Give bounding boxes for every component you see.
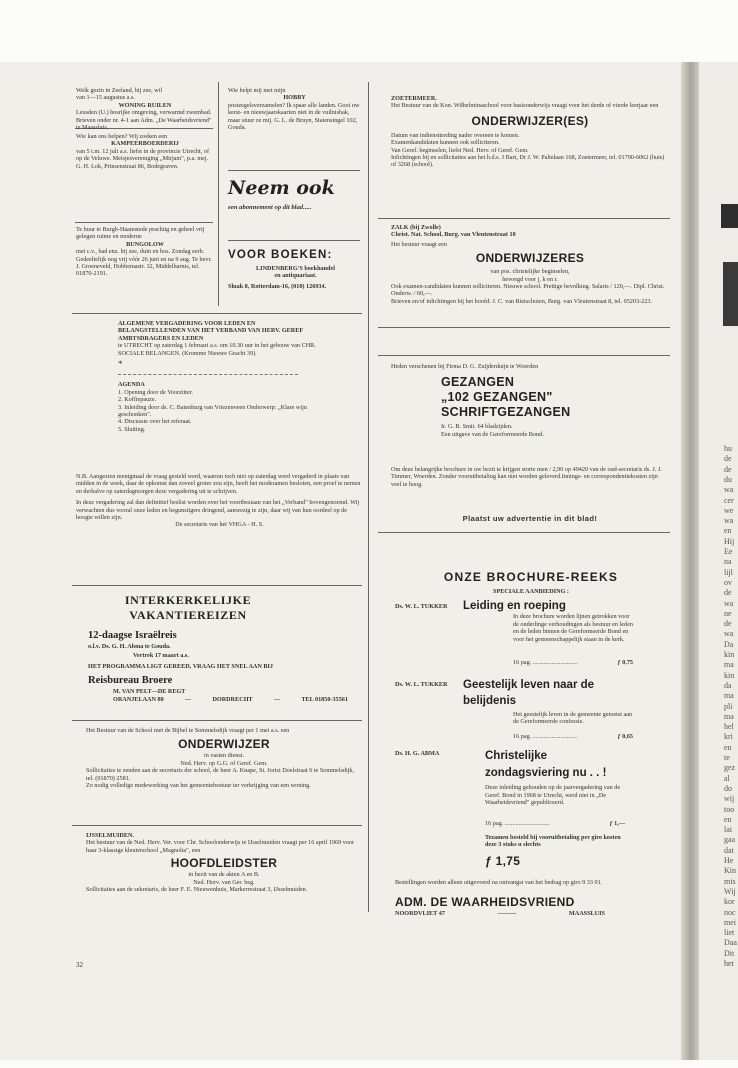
brochure-price-row xyxy=(485,820,625,827)
ad-text: Brieven en/of inlichtingen bij het hoofd: J. C. van Rietschoten, Burg. van Vleutenstraat 8, tel. 05203-223. xyxy=(391,297,652,305)
brochure-price: ƒ 0,75 xyxy=(617,659,633,667)
brochure-pages: 16 pag. ............................. xyxy=(513,659,578,667)
ad-text: Ned. Herv. op G.G. of Geref. Gem. xyxy=(180,759,268,767)
ad-heading: SCHRIFTGEZANGEN xyxy=(441,405,571,420)
brochure-together: Tezamen besteld bij vooruitbetaling per giro kosten deze 3 stuks u slechts xyxy=(485,833,621,849)
travel-depart: Vertrek 17 maart a.s. xyxy=(133,652,189,660)
next-page-fragment: hu xyxy=(724,444,732,453)
brochure-heading: ONZE BROCHURE-REEKS xyxy=(443,570,619,584)
ad-hobby xyxy=(228,87,361,167)
next-page-fragment: het xyxy=(724,959,734,968)
brochure-item xyxy=(395,748,667,820)
rule xyxy=(75,222,213,223)
ad-text: Zo nodig volledige medewerking van het gemeentebestuur ter verkrijging van een woning. xyxy=(86,782,311,790)
ad-heading: ONDERWIJZERES xyxy=(475,251,585,266)
next-page-fragment: wa xyxy=(724,629,734,639)
next-page-fragment: de xyxy=(724,588,732,598)
next-page-dark-box xyxy=(723,262,738,326)
next-page-fragment: wa xyxy=(724,598,734,608)
rule xyxy=(72,825,362,826)
brochure-author: Ds. W. L. TUKKER xyxy=(395,680,448,688)
next-page-fragment: pli xyxy=(724,701,733,711)
ad-text: Ned. Herv. van Ger. beg. xyxy=(193,878,255,886)
column-rule xyxy=(368,82,369,912)
ad-text: Wie kan ons helpen? Wij zoeken een xyxy=(76,133,168,140)
travel-agency: Reisbureau Broere xyxy=(88,675,173,687)
ad-text: Sluak 8, Rotterdam-16, (010) 126934. xyxy=(228,282,327,290)
agenda-item: 3. Inleiding door ds. C. Batenburg van Vriezenveen Onderwerp: „Klare wijn geschonken". xyxy=(118,403,307,419)
ad-text: met c.v., bad enz. bij zee, duin en bos. Zondag eerb. Gedeeltelijk nog vrij vóór 26 juni en na 9 aug. Te bevr. J. Groeneveld, Hobbemastr. 32, Middelharnis, tel. 01870-2191. xyxy=(76,248,212,278)
next-page-fragment: dat xyxy=(724,845,734,855)
next-page-fragment: na xyxy=(724,557,732,567)
ad-hoofdleidster xyxy=(86,832,362,914)
ad-text: Ook examen-candidaten kunnen solliciteren. Nieuwe school. Prettige bevolking. Salaris / 120,—. Dipl. Christ. Onderw. / 60,—. xyxy=(391,283,665,298)
travel-address-phone: TEL 01850-35561 xyxy=(301,695,348,703)
ad-text: hevoegd voor j, k en r. xyxy=(502,275,558,283)
brochure-desc: Het geestelijk leven in de gemeente getoetst aan de Gereformeerde confessie. xyxy=(513,710,633,726)
rule xyxy=(72,313,362,314)
ad-heading: GEZANGEN xyxy=(441,375,515,390)
ad-heading: BUNGOLOW xyxy=(126,240,164,248)
next-page-fragment: Da xyxy=(724,639,734,649)
travel-leader: o.l.v. Ds. G. H. Abma te Gouda. xyxy=(88,643,171,650)
ad-text: Het bestuur vraagt een xyxy=(391,240,447,248)
travel-trip: 12-daagse Israëlreis xyxy=(88,630,177,641)
next-page-fragment: al xyxy=(724,773,730,783)
brochure-title: Leiding en roeping xyxy=(463,600,566,613)
ad-text: Om deze belangrijke brochure in uw bezit te krijgen storte men / 2,90 op 49420 van de oud-secretaris ds. J. J. Timmer, Woerden. Zonder vooruitbetaling kan niet worden geleverd.Innings- en correspondentiekosten zijn veel te hoog. xyxy=(391,466,662,488)
brochure-price-row xyxy=(513,659,633,666)
meeting-closing: In deze vergadering zal dan definitief beslist worden over het voortbestaan van het „Verband" bovengenoemd. Wij verwachten dus vooral onze leden en begunstigers dringend, aanwezig te zijn, daar wij van hun oordeel op de hoogte willen zijn. xyxy=(76,499,360,522)
ad-text: LINDENBERG'S boekhandel xyxy=(256,265,335,272)
next-page-fragment: mei xyxy=(724,917,736,927)
ad-gezangen xyxy=(391,363,669,463)
brochure-item xyxy=(395,677,667,725)
ad-gezangen-body xyxy=(391,466,669,496)
next-page-fragment: wij xyxy=(724,794,735,804)
next-page-fragment: kri xyxy=(724,732,733,742)
travel-address xyxy=(88,696,348,703)
brochure-author: Ds. W. L. TUKKER xyxy=(395,603,448,611)
agenda-item: 1. Opening door de Voorzitter. xyxy=(118,388,194,396)
next-page-fragment: Ee xyxy=(724,547,733,556)
page-number: 32 xyxy=(76,961,83,969)
next-page-fragment: kin xyxy=(724,670,735,680)
column-rule xyxy=(218,82,219,306)
ad-woning-ruilen xyxy=(76,87,214,132)
ad-onderwijzer-sommelsdijk xyxy=(86,727,362,823)
ad-text: van 1—15 augustus a.s. xyxy=(76,94,135,102)
travel-program: HET PROGRAMMA LIGT GEREED, VRAAG HET SNEL AAN BIJ xyxy=(88,662,274,670)
agenda-item: 5. Sluiting. xyxy=(118,425,146,433)
ad-brochure-reeks xyxy=(395,570,667,920)
ad-voor-boeken xyxy=(228,248,363,308)
ad-text: Datum van indiensttreding nader overeen te komen. xyxy=(391,131,520,139)
ad-travel xyxy=(88,593,358,717)
ad-text: Ir. G. B. Smit. 64 bladzijden. xyxy=(441,423,513,431)
ad-text: postzegelsverzamelen? Ik spaar alle landen. Gooi uw kerst- en nieuwjaarskaarten niet in de vuilnisbak, maar stuur ze mij. G. L. de Bruyn, Statensingel 102, Gouda. xyxy=(228,101,360,132)
rule xyxy=(378,218,670,219)
brochure-address-street: NOORDVLIET 47 xyxy=(395,909,445,917)
ad-text: Het Bestuur van de School met de Bijbel te Sommelsdijk vraagt per 1 mei a.s. een xyxy=(86,727,290,734)
next-page-fragment: en xyxy=(724,814,732,824)
meeting-when: te UTRECHT op zaterdag 1 februari a.s. om 10.30 uur in het gebouw van CHR. SOCIALE BELANGEN. (Kromme Nieuwe Gracht 39). xyxy=(118,342,316,357)
ad-heading: WONING RUILEN xyxy=(118,101,172,109)
rule xyxy=(378,327,670,328)
rule xyxy=(72,585,362,586)
ad-text: in bezit van de akten A en B. xyxy=(188,871,260,879)
ad-heading: ONDERWIJZER(ES) xyxy=(471,113,589,128)
travel-heading: INTERKERKELIJKE xyxy=(124,593,252,607)
next-page-fragment: da xyxy=(724,680,732,690)
ad-text: Van Geref. beginselen, liefst Ned. Herv. of Geref. Gem. xyxy=(391,146,529,154)
ad-text: Christ. Nat. School, Burg. van Vleutenstraat 10 xyxy=(391,231,516,239)
ad-text: Het bestuur van de Ned. Herv. Ver. voor Chr. Schoolonderwijs te IJsselmuiden vraagt per 16 april 1969 voor haar 3-klassige kleuterschool „Magnolia", een xyxy=(86,839,355,854)
brochure-total: ƒ 1,75 xyxy=(485,854,521,869)
next-page-fragment: Wij xyxy=(724,886,736,896)
ad-heading: „102 GEZANGEN" xyxy=(441,390,553,405)
next-page-fragment: hel xyxy=(724,722,734,732)
ad-heading: VOOR BOEKEN: xyxy=(228,249,333,261)
next-page-fragment: too xyxy=(724,804,735,814)
meeting-star: * xyxy=(118,359,123,370)
ad-text: een abonnement op dit blad..... xyxy=(228,204,312,211)
rule xyxy=(378,532,670,533)
advertise-banner: Plaatst uw advertentie in dit blad! xyxy=(462,514,598,523)
brochure-price: ƒ 0,65 xyxy=(617,732,633,740)
next-page-fragment: noc xyxy=(724,907,736,917)
brochure-pages: 16 pag. ............................. xyxy=(513,732,578,740)
ad-text: in vasten dienst. xyxy=(203,752,245,760)
ad-kampeerboerderij xyxy=(76,133,214,221)
next-page-fragment: mis xyxy=(724,876,736,886)
brochure-title: Geestelijk leven naar de belijdenis xyxy=(463,678,595,707)
brochure-admin: ADM. DE WAARHEIDSVRIEND xyxy=(395,894,575,909)
ad-text: van pos. christelijke beginselen, xyxy=(490,268,570,276)
next-page-fragment: ne xyxy=(724,608,732,618)
next-page-fragment: ma xyxy=(724,660,734,670)
ad-heading: KAMPEERBOERDERIJ xyxy=(111,140,179,148)
ad-text: Inlichtingen bij en sollicitaties aan het h.d.s. J Bart, Dr J. W. Paltelaan 168, Zoetermeer, tel. 01790-6062 (huis) of 3268 (school). xyxy=(391,154,665,169)
brochure-desc: Deze inleiding gehouden op de jaarvergadering van de Geref. Bond in 1968 te Utrecht, werd niet in „De Waarheidsvriend" gepubliceerd. xyxy=(485,784,621,807)
book-gutter xyxy=(681,62,699,1060)
next-page-fragment: we xyxy=(724,505,734,515)
rule xyxy=(228,240,360,241)
next-page-fragment: te xyxy=(724,753,730,762)
ad-text: Sollicitaties aan de sekretaris, de heer F. E. Nieuwenhuis, Markerrestraat 3, IJsselmuiden. xyxy=(86,886,308,894)
ad-text: Sollicitaties te zenden aan de secretaris der school, de heer A. Knape, St. Jorisi Doelstraat 6 te Sommelsdijk, tel. (01870) 2581. xyxy=(86,767,355,782)
next-page-fragment: wa xyxy=(724,516,734,526)
ad-heading: Neem ook xyxy=(228,177,335,199)
next-page-fragment: ma xyxy=(724,711,734,721)
next-page-edge xyxy=(699,62,738,1060)
next-page-fragment: kin xyxy=(724,650,735,659)
next-page-dark-block xyxy=(721,204,738,228)
next-page-fragment: gaa xyxy=(724,835,736,845)
travel-owner: M. VAN PELT—DE REGT xyxy=(113,688,186,696)
ad-text: Het Bestuur van de Kon. Wilhelminaschool voor basisonderwijs vraagt voor het derde of vierde leerjaar een xyxy=(391,102,659,110)
next-page-fragment: de xyxy=(724,464,732,474)
rule xyxy=(378,355,670,356)
ad-text: Te huur te Burgh-Haamstede prachtig en geheel vrij gelegen ruime en moderne xyxy=(76,226,205,241)
next-page-fragment: Daa xyxy=(724,938,737,948)
travel-heading: VAKANTIEREIZEN xyxy=(129,608,247,622)
agenda-item: 4. Discussie over het referaat. xyxy=(118,418,192,426)
next-page-fragment: do xyxy=(724,783,732,793)
brochure-subheading: SPECIALE AANBIEDING : xyxy=(493,588,569,595)
ad-zalk xyxy=(391,224,669,324)
meeting-notes xyxy=(76,473,363,583)
next-page-fragment: kor xyxy=(724,897,735,907)
ad-heading: HOOFDLEIDSTER xyxy=(170,856,278,871)
brochure-address-sep: ——— xyxy=(497,909,517,917)
next-page-fragment: liet xyxy=(724,928,735,938)
next-page-fragment: Dit xyxy=(724,948,735,958)
next-page-fragment: Kin xyxy=(724,866,736,876)
rule xyxy=(72,720,362,721)
ad-text: Heden verschenen bij Firma D. G. Zuijderduijn te Woerden xyxy=(391,363,539,370)
brochure-orders: Bestellingen worden alleen uitgevoerd na ontvangst van het bedrag op giro 9 33 01. xyxy=(395,879,603,887)
ad-heading: HOBBY xyxy=(283,94,306,102)
rule xyxy=(228,170,360,171)
ad-bungalow xyxy=(76,226,214,306)
next-page-fragment: cer xyxy=(724,495,734,505)
next-page-fragment: ma xyxy=(724,691,734,701)
brochure-author: Ds. H. G. ABMA xyxy=(395,750,440,758)
brochure-address xyxy=(395,910,605,917)
ad-text: Leusden (U.) bosrijke omgeving, verwarmd zwembad. Brieven onder nr. 4-1 aan Adm. „De Waarheidsvriend" te Maassluis. xyxy=(76,109,212,132)
next-page-fragment: ov xyxy=(724,577,732,587)
next-page-fragment: en xyxy=(724,526,732,536)
ad-place: IJSSELMUIDEN. xyxy=(86,832,134,839)
meeting-signature: De secretaris van het VHGA - H. S. xyxy=(175,521,264,529)
ad-text: Welk gezin in Zeeland, bij zee, wil xyxy=(76,87,163,94)
next-page-fragment: du xyxy=(724,474,732,484)
ad-place: ZOETERMEER. xyxy=(391,95,437,102)
travel-address-city: DORDRECHT xyxy=(212,695,253,703)
ad-neem-ook xyxy=(228,176,361,236)
ad-text: van 5 t.m. 12 juli a.s. liefst in de provincie Utrecht, of op de Veluwe. Meisjesvereniging „Mirjam", p.a. mej. G. H. Lok, Prinsenstraat 86, Bodegraven. xyxy=(76,147,210,170)
ad-text: Een uitgave van de Gereformeerde Bond. xyxy=(441,430,544,438)
ad-heading: ONDERWIJZER xyxy=(178,737,270,752)
brochure-pages: 16 pag. ............................. xyxy=(485,820,550,828)
brochure-price-row xyxy=(513,733,633,740)
meeting-title: ALGEMENE VERGADERING VOOR LEDEN EN BELANGSTELLENDEN VAN HET VERBAND VAN HERV. GEREF AMBTSDRAGERS EN LEDEN xyxy=(118,320,303,342)
next-page-fragment: en xyxy=(724,742,732,752)
brochure-item xyxy=(395,599,667,655)
ad-text: Examenkandidaten kunnen ook solliciteren. xyxy=(391,139,500,147)
brochure-address-city: MAASSLUIS xyxy=(568,909,605,917)
agenda-item: 2. Koffiepauze. xyxy=(118,396,157,404)
next-page-fragment: Hij xyxy=(724,536,735,546)
ad-text: en antiquariaat. xyxy=(274,272,317,280)
ad-text: Wie helpt mij met mijn xyxy=(228,87,286,94)
agenda-heading: AGENDA xyxy=(118,381,145,389)
ad-place: ZALK (bij Zwolle) xyxy=(391,224,441,231)
brochure-price: ƒ 1,— xyxy=(609,820,625,828)
brochure-title: Christelijke zondagsviering nu . . ! xyxy=(485,750,607,780)
travel-address-sep: — xyxy=(273,695,281,703)
next-page-fragment: gez xyxy=(724,763,736,773)
dashed-divider xyxy=(118,374,298,375)
travel-address-sep: — xyxy=(184,695,192,703)
ad-zoetermeer xyxy=(391,95,669,215)
meeting-nb: N.B. Aangezien menigmaal de vraag gesteld werd, waarom toch niet op zaterdag werd vergaderd in plaats van midden in de week, daar de opkomst dan zoveel groter zou zijn, heeft het moderamen besloten, een proef te nemen en derhalve op zaterdagmorgen deze vergadering uit te schrijven. xyxy=(76,473,361,495)
next-page-fragment: wa xyxy=(724,485,734,495)
travel-address-street: ORANJELAAN 80 xyxy=(113,695,164,703)
next-page-fragment: lijl xyxy=(724,567,733,577)
next-page-fragment: He xyxy=(724,856,734,865)
next-page-fragment: lai xyxy=(724,825,732,835)
next-page-fragment: de xyxy=(724,619,732,629)
next-page-fragment: de xyxy=(724,454,732,464)
brochure-desc: In deze brochure worden lijnen getrokken voor de onderlinge verhoudingen als bestuur en leden en de leden binnen de Gereformeerde Bond en voor het gemeenschappelijk staan in de kerk. xyxy=(513,613,633,643)
